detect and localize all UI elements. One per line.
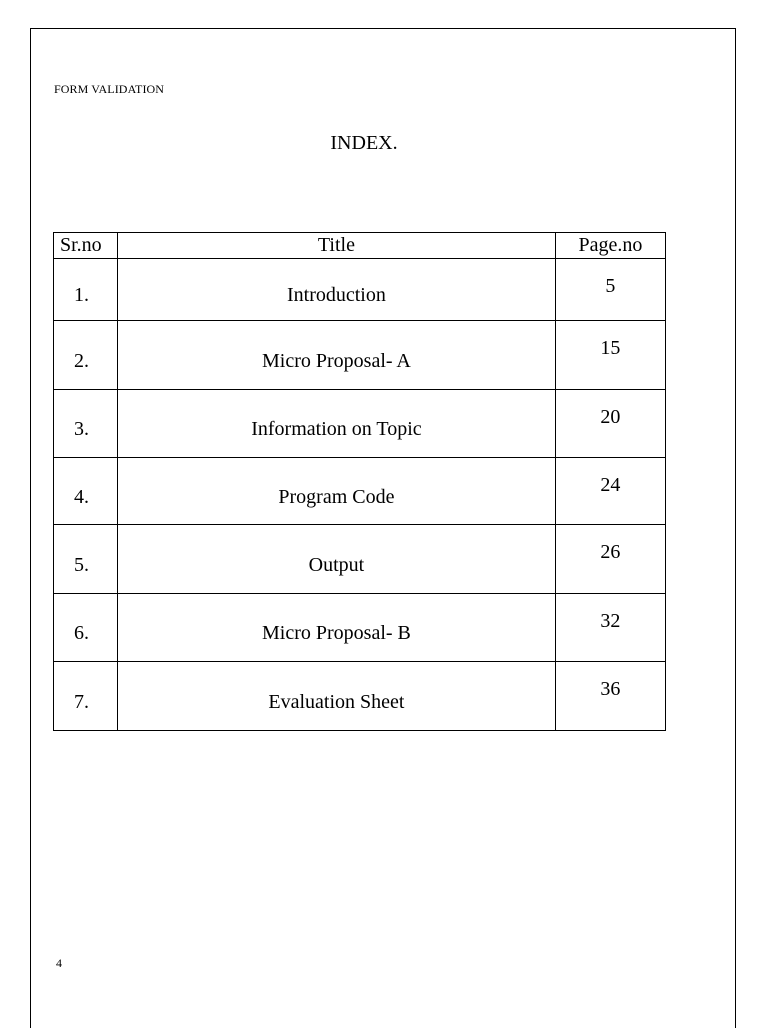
header-page-no: Page.no: [555, 233, 665, 259]
table-header-row: [54, 233, 666, 259]
table-row: [54, 662, 666, 731]
table-row: [54, 259, 666, 321]
row-title: Micro Proposal- A: [118, 321, 556, 390]
page-number: 4: [56, 956, 62, 970]
row-sr-no: 6.: [54, 594, 118, 662]
row-page-no: 24: [555, 458, 665, 525]
row-page-no: 15: [555, 321, 665, 390]
row-title: Evaluation Sheet: [118, 662, 556, 731]
table-row: [54, 458, 666, 525]
row-page-no: 36: [555, 662, 665, 731]
table-row: [54, 594, 666, 662]
row-sr-no: 4.: [54, 458, 118, 525]
table-row: [54, 321, 666, 390]
table-row: [54, 525, 666, 594]
row-page-no: 20: [555, 390, 665, 458]
running-header: FORM VALIDATION: [54, 82, 165, 96]
row-title: Information on Topic: [118, 390, 556, 458]
row-title: Introduction: [118, 259, 556, 321]
table-row: [54, 390, 666, 458]
index-table: [53, 232, 666, 731]
row-page-no: 26: [555, 525, 665, 594]
row-title: Program Code: [118, 458, 556, 525]
row-title: Output: [118, 525, 556, 594]
row-page-no: 32: [555, 594, 665, 662]
page-title: INDEX.: [330, 132, 398, 154]
row-sr-no: 1.: [54, 259, 118, 321]
row-title: Micro Proposal- B: [118, 594, 556, 662]
row-sr-no: 7.: [54, 662, 118, 731]
header-sr-no: Sr.no: [54, 233, 118, 259]
header-title: Title: [118, 233, 556, 259]
row-sr-no: 2.: [54, 321, 118, 390]
row-page-no: 5: [555, 259, 665, 321]
row-sr-no: 3.: [54, 390, 118, 458]
row-sr-no: 5.: [54, 525, 118, 594]
